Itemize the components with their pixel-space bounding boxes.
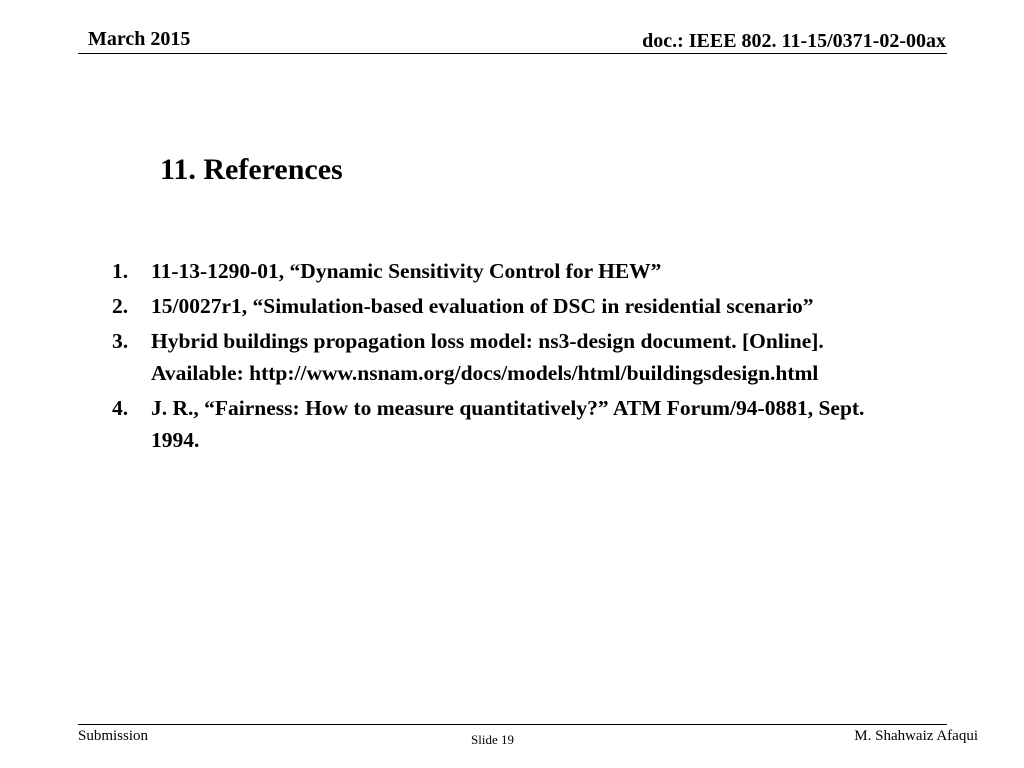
slide-title: 11. References [160,153,343,186]
footer-submission: Submission [78,728,149,744]
reference-item [112,255,892,287]
footer-divider [78,724,947,725]
footer-slide-number: Slide 19 [471,732,514,747]
reference-number: 2. [112,294,129,318]
header-date: March 2015 [88,28,191,50]
reference-item [112,325,892,389]
reference-list [112,255,892,459]
header-doc-id: doc.: IEEE 802. 11-15/0371-02-00ax [642,30,946,52]
reference-text: Hybrid buildings propagation loss model: ns3-design document. [Online]. Available: http://www.nsnam.org/docs/models/html/buildingsdesign.html [151,329,824,385]
header-divider [78,53,947,54]
reference-text: 15/0027r1, “Simulation-based evaluation of DSC in residential scenario” [151,294,814,318]
reference-item [112,392,892,456]
footer-author: M. Shahwaiz Afaqui [854,728,978,744]
reference-text: 11-13-1290-01, “Dynamic Sensitivity Control for HEW” [151,259,662,283]
reference-number: 4. [112,396,129,420]
reference-number: 3. [112,329,129,353]
reference-item [112,290,892,322]
reference-text: J. R., “Fairness: How to measure quantitatively?” ATM Forum/94-0881, Sept. 1994. [151,396,865,452]
reference-number: 1. [112,259,129,283]
